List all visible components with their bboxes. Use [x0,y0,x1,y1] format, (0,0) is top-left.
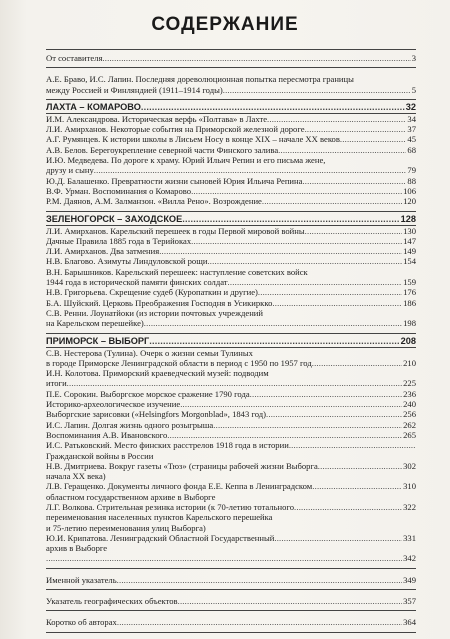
divider [46,333,416,334]
toc-entry-page: 364 [403,617,416,628]
divider [46,211,416,212]
toc-entry-title: архив в Выборге [46,543,108,554]
toc-entry[interactable] [46,451,416,472]
toc-entry[interactable] [46,246,416,256]
toc-entry-page: 37 [407,124,416,135]
toc-entry[interactable] [46,348,416,369]
toc-entry-page: 88 [407,175,416,186]
toc-entry-title: переименования населенных пунктов Карельского перешейка [46,512,273,523]
toc-entry-title: Н.В. Дмитриева. Вокруг газеты «Тюз» (страницы рабочей жизни Выборга [46,460,318,471]
toc-entry-title: между Россией и Финляндией (1911–1914 годы) [46,84,223,95]
section-heading-title: ЗЕЛЕНОГОРСК – ЗАХОДСКОЕ [46,213,183,224]
section-heading-title: ЛАХТА – КОМАРОВО [46,101,141,112]
toc-entry[interactable] [46,155,416,176]
toc-entry-page: 106 [403,185,416,196]
toc-entry-title: А.Г. Румянцев. К истории школы в Лисьем Носу в конце XIX – начале XX веков [46,134,340,145]
toc-entry-title: Л.И. Амирханов. Некоторые события на Приморской железной дороге [46,124,305,135]
toc-entry-page: 3 [411,53,416,63]
toc-entry-page: 210 [403,357,416,368]
toc-entry-title: Именной указатель [46,574,117,585]
toc-entry[interactable] [46,226,416,236]
toc-entry-page: 349 [403,574,416,585]
toc-entry[interactable] [46,145,416,155]
toc-entry[interactable] [46,389,416,399]
toc-entry[interactable] [46,368,416,389]
toc-entry-title: С.В. Ренни. Лоунатйоки (из истории почтовых учреждений [46,307,263,318]
section-heading[interactable] [46,102,416,113]
toc-entry-title: В.Ф. Урман. Воспоминания о Комарово [46,185,192,196]
toc-entry[interactable] [46,196,416,206]
toc-entry[interactable] [46,236,416,246]
toc-entry-title: От составителя [46,53,103,63]
section-heading-page: 128 [400,213,416,224]
toc-entry-title: 1944 года в исторической памяти финских солдат [46,277,228,288]
toc-entry[interactable] [46,440,416,450]
toc-entry-page: 357 [403,596,416,607]
section-heading[interactable] [46,336,416,347]
toc-entry-title: А.В. Белов. Берегоукрепление северной части Финского залива [46,144,279,155]
toc-entry-title: И.С. Ратьковский. Место финских расстрелов 1918 года в истории [46,440,289,451]
toc-entry-page: 130 [403,225,416,236]
toc-entry-page: 331 [403,532,416,543]
toc-entry-title: П.Е. Сорокин. Выборгское морское сражение 1790 года [46,388,250,399]
toc-entry-page: 225 [403,378,416,389]
divider [46,49,416,50]
toc-entry-title: Воспоминания А.В. Ивановского [46,429,168,440]
toc-entry[interactable] [46,471,416,492]
toc-entry-page: 159 [403,277,416,288]
toc-entry-title: Л.Г. Волкова. Стрительная резинка истории (к 70-летию тотального [46,501,295,512]
toc-entry-page: 68 [407,144,416,155]
toc-entry-title: друзу и сыну [46,165,94,176]
toc-entry[interactable] [46,399,416,409]
toc-entry-page: 34 [407,113,416,124]
toc-entry[interactable] [46,617,416,627]
toc-entry-title: итоги [46,378,67,389]
toc-entry-page: 79 [407,165,416,176]
divider [46,632,416,633]
toc-entry[interactable] [46,186,416,196]
toc-entry-title: И.Ю. Медведева. По дороге к храму. Юрий Ильич Репин и его письма жене, [46,155,326,166]
toc-entry-page: 256 [403,409,416,420]
toc-entry[interactable] [46,267,416,288]
toc-entry-page: 5 [411,84,416,95]
toc-entry-title: Л.И. Амирханов. Два затмения [46,246,160,257]
toc-entry-title: Л.В. Геращенко. Документы личного фонда Е.Е. Кеппа в Ленинградском [46,481,313,492]
section-heading-page: 32 [405,101,416,112]
toc-entry-title: Историко-археологическое изучение [46,399,181,410]
toc-entry-title: В.Н. Барышников. Карельский перешеек: наступление советских войск [46,266,308,277]
toc-entry-title: на Карельском перешейке) [46,318,144,329]
toc-entry[interactable] [46,74,416,95]
toc-entry[interactable] [46,53,416,63]
toc-entry[interactable] [46,256,416,266]
toc-entry[interactable] [46,492,416,513]
toc-entry-page: 236 [403,388,416,399]
toc-entry-title: Р.М. Даянов, А.М. Залманзон. «Вилла Рено». Возрождение [46,196,262,207]
toc-entry-title: И.С. Лапин. Долгая жизнь одного розыгрыша [46,419,214,430]
toc-entry-page: 120 [403,196,416,207]
toc-entry-title: И.М. Александрова. Историческая верфь «Полтава» в Лахте [46,113,268,124]
toc-entry-title: Ю.Д. Балашенко. Превратности жизни сыновей Юрия Ильича Репина [46,175,303,186]
section-heading-page: 208 [400,335,416,346]
toc-entry-page: 198 [403,318,416,329]
toc-entry[interactable] [46,575,416,585]
toc-entry-title: Коротко об авторах [46,617,117,628]
toc-entry[interactable] [46,409,416,419]
toc-entry-title: Ю.И. Крипатова. Ленинградский Областной Государственный [46,532,275,543]
toc-entry-page: 310 [403,481,416,492]
toc-entry-page: 186 [403,297,416,308]
toc-entry-page: 176 [403,287,416,298]
toc-entry-title: начала XX века) [46,471,106,482]
section-heading-title: ПРИМОРСК – ВЫБОРГ [46,335,150,346]
toc-entry[interactable] [46,176,416,186]
table-of-contents [46,49,416,633]
toc-entry[interactable] [46,134,416,144]
toc-entry-title: областном государственном архиве в Выборге [46,491,216,502]
divider [46,99,416,100]
toc-entry-page: 265 [403,429,416,440]
section-heading[interactable] [46,214,416,225]
toc-entry-title: Н.В. Благово. Азимуты Линдуловской рощи [46,256,208,267]
toc-entry-page: 322 [403,501,416,512]
toc-entry-title: Указатель географических объектов [46,596,178,607]
toc-entry[interactable] [46,430,416,440]
toc-entry-title: Л.И. Амирханов. Карельский перешеек в годы Первой мировой войны [46,225,305,236]
toc-entry-title: С.В. Нестерова (Тулина). Очерк о жизни семьи Тулиных [46,347,253,358]
toc-entry-title: Гражданской войны в России [46,450,154,461]
toc-entry-title: И.Н. Колотова. Приморский краеведческий музей: подводим [46,368,269,379]
toc-entry-page: 240 [403,399,416,410]
toc-entry-page: 154 [403,256,416,267]
toc-entry[interactable] [46,596,416,606]
toc-entry[interactable] [46,287,416,297]
toc-entry-page: 342 [403,553,416,564]
toc-entry[interactable] [46,512,416,543]
page-title: СОДЕРЖАНИЕ [151,14,299,35]
toc-entry-title: Н.В. Григорьева. Скрещение судеб (Куропаткин и другие) [46,287,258,298]
toc-entry-title: и 75-летию переименования улиц Выборга) [46,522,206,533]
toc-entry[interactable] [46,308,416,329]
toc-entry[interactable] [46,543,416,564]
toc-entry-title: Выборгские зарисовки («Helsingfors Morgonblad», 1843 год) [46,409,267,420]
toc-entry-page: 149 [403,246,416,257]
toc-entry-page: 147 [403,235,416,246]
toc-entry[interactable] [46,114,416,124]
toc-entry-page: 262 [403,419,416,430]
toc-entry-page: 302 [403,460,416,471]
toc-entry[interactable] [46,420,416,430]
toc-entry[interactable] [46,124,416,134]
toc-entry-title: в городе Приморске Ленинградской области в период с 1950 по 1957 год [46,357,312,368]
toc-entry-title: Б.А. Шуйский. Церковь Преображения Господня в Усикиркко [46,297,273,308]
toc-entry-page: 45 [407,134,416,145]
toc-entry-title: Дачные Правила 1885 года в Терийоках [46,235,192,246]
toc-entry[interactable] [46,298,416,308]
toc-entry-title: А.Е. Браво, И.С. Лапин. Последняя дореволюционная попытка пересмотра границы [46,74,354,85]
